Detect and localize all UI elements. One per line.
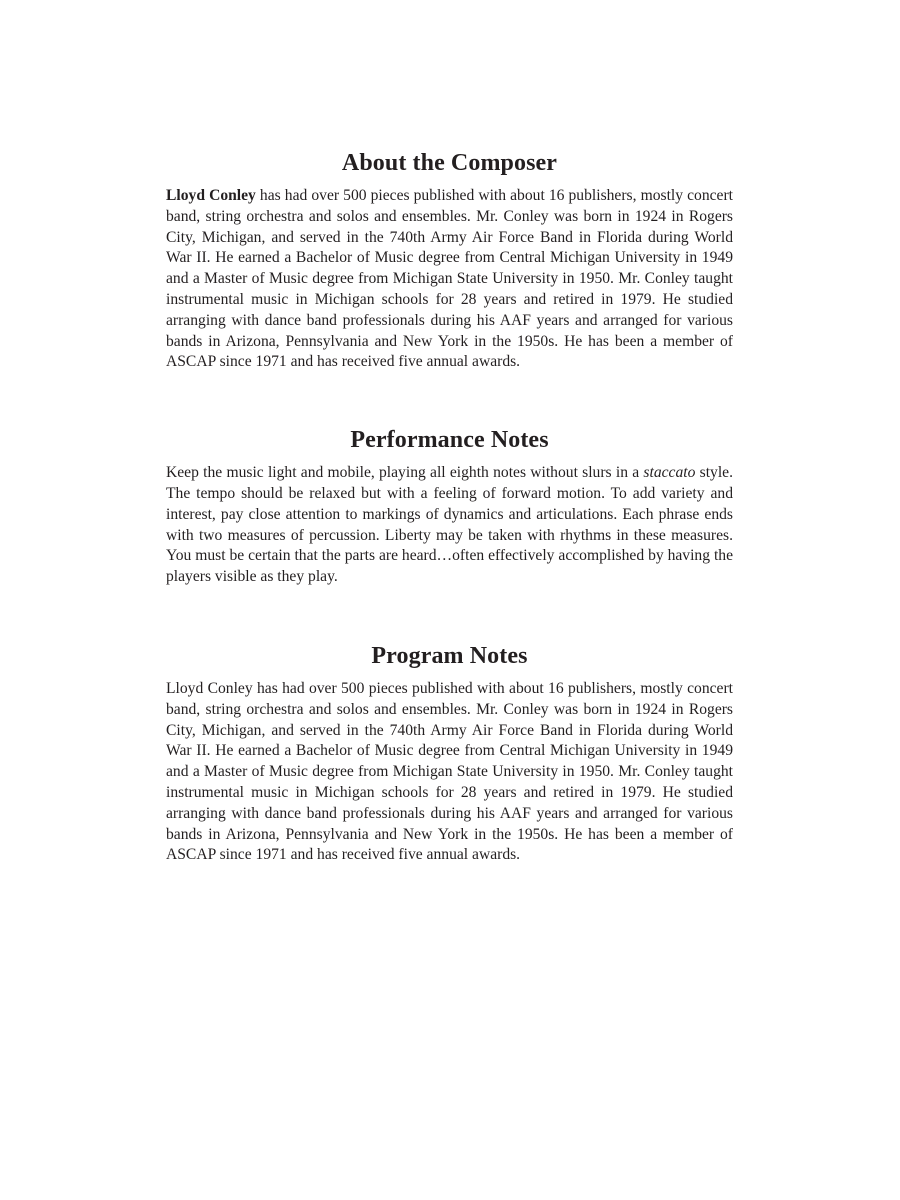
performance-notes-title: Performance Notes xyxy=(350,427,549,454)
program-notes-body: Lloyd Conley has had over 500 pieces published with about 16 publishers, mostly concert band, string orchestra and solos and ensembles. Mr. Conley was born in 1924 in Rogers City, Michigan, and served in the 740th Army Air Force Band in Florida during World War II. He earned a Bachelor of Music degree from Central Michigan University in 1949 and a Master of Music degree from Michigan State University in 1950. Mr. Conley taught instrumental music in Michigan schools for 28 years and retired in 1979. He studied arranging with dance band professionals during his AAF years and arranged for various bands in Arizona, Pennsylvania and New York in the 1950s. He has been a member of ASCAP since 1971 and has received five annual awards. xyxy=(166,679,733,864)
document-page xyxy=(166,148,733,866)
about-composer-section xyxy=(166,148,733,373)
performance-notes-text-before: Keep the music light and mobile, playing all eighth notes without slurs in a xyxy=(166,464,644,482)
about-composer-text: has had over 500 pieces published with about 16 publishers, mostly concert band, string orchestra and solos and ensembles. Mr. Conley was born in 1924 in Rogers City, Michigan, and served in the 740th Army Air Force Band in Florida during World War II. He earned a Bachelor of Music degree from Central Michigan University in 1949 and a Master of Music degree from Michigan State University in 1950. Mr. Conley taught instrumental music in Michigan schools for 28 years and retired in 1979. He studied arranging with dance band professionals during his AAF years and arranged for various bands in Arizona, Pennsylvania and New York in the 1950s. He has been a member of ASCAP since 1971 and has received five annual awards. xyxy=(166,187,733,371)
program-notes-title: Program Notes xyxy=(371,642,528,669)
performance-notes-text-after: style. The tempo should be relaxed but with a feeling of forward motion. To add variety and interest, pay close attention to markings of dynamics and articulations. Each phrase ends with two measures of percussion. Liberty may be taken with rhythms in these measures. You must be certain that the parts are heard…often effectively accomplished by having the players visible as they play. xyxy=(166,464,733,586)
performance-notes-section xyxy=(166,425,733,588)
performance-notes-body xyxy=(166,463,733,588)
performance-notes-emphasis: staccato xyxy=(643,464,696,482)
composer-name: Lloyd Conley xyxy=(166,187,256,204)
program-notes-section xyxy=(166,641,733,866)
about-composer-title: About the Composer xyxy=(341,150,558,176)
about-composer-body xyxy=(166,186,733,373)
